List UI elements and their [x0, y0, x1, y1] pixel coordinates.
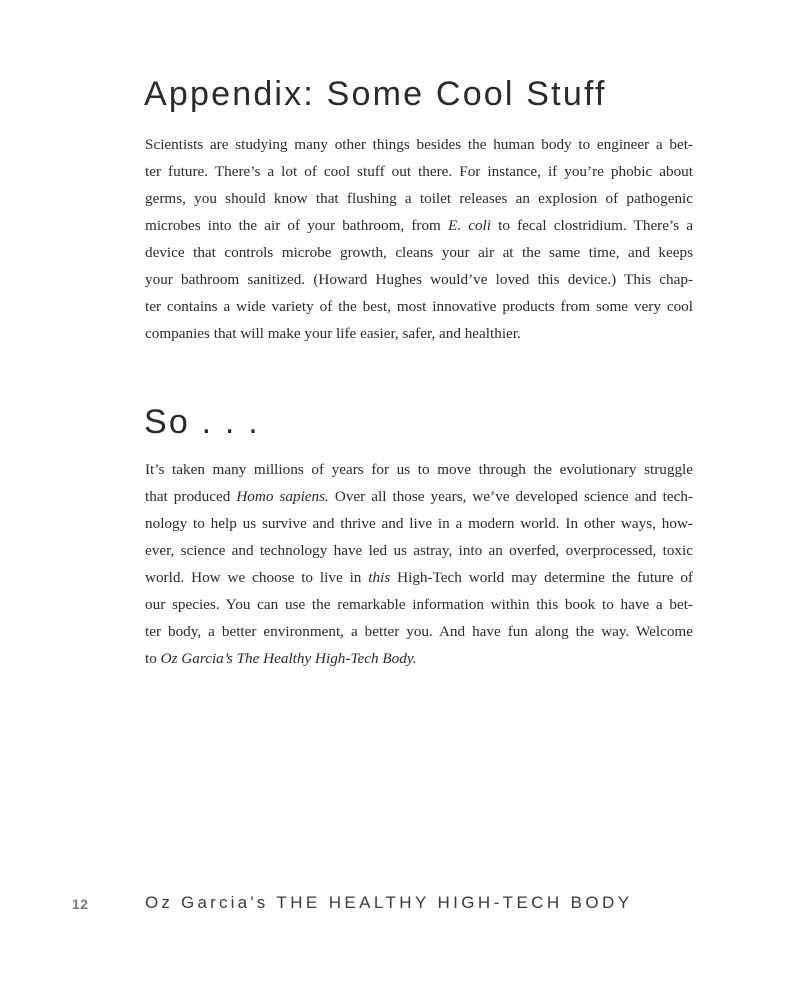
text-run: to fecal clostridium. There’s a	[491, 217, 693, 234]
running-footer	[145, 893, 632, 913]
text-run: ter future. There’s a lot of cool stuff out there. For instance, if you’re phobic about	[145, 163, 693, 180]
text-run: Over all those years, we’ve developed science and tech-	[328, 488, 694, 505]
footer-author: Oz Garcia's	[145, 893, 269, 912]
so-heading: So . . .	[144, 403, 260, 441]
text-run: It’s taken many millions of years for us to move through the evolutionary struggle	[145, 461, 693, 478]
text-run: our species. You can use the remarkable information within this book to have a bet-	[145, 596, 693, 613]
text-line	[145, 212, 693, 239]
text-line	[145, 591, 693, 618]
text-line	[145, 320, 693, 347]
text-line	[145, 239, 693, 266]
text-run: device that controls microbe growth, cleans your air at the same time, and keeps	[145, 244, 693, 261]
appendix-heading: Appendix: Some Cool Stuff	[144, 75, 607, 113]
italic-text: E. coli	[448, 217, 491, 234]
text-line	[145, 483, 693, 510]
text-run: microbes into the air of your bathroom, from	[145, 217, 448, 234]
text-run: ter contains a wide variety of the best, most innovative products from some very cool	[145, 298, 693, 315]
closing-paragraph	[145, 456, 693, 672]
text-run: Scientists are studying many other things besides the human body to engineer a bet-	[145, 136, 693, 153]
text-run: nology to help us survive and thrive and live in a modern world. In other ways, how-	[145, 515, 693, 532]
text-run: ter body, a better environment, a better you. And have fun along the way. Welcome	[145, 623, 693, 640]
footer-book-title: THE HEALTHY HIGH-TECH BODY	[276, 893, 633, 912]
text-line	[145, 510, 693, 537]
text-line	[145, 185, 693, 212]
text-line	[145, 618, 693, 645]
italic-text: this	[368, 569, 391, 586]
text-line	[145, 564, 693, 591]
italic-text: Oz Garcia’s The Healthy High-Tech Body.	[160, 650, 417, 667]
text-run: to	[145, 650, 161, 667]
text-run: companies that will make your life easier, safer, and healthier.	[145, 325, 521, 342]
appendix-paragraph	[145, 131, 693, 347]
text-line	[145, 293, 693, 320]
text-line	[145, 266, 693, 293]
text-run: High-Tech world may determine the future of	[390, 569, 693, 586]
text-line	[145, 131, 693, 158]
page-number: 12	[72, 896, 89, 912]
text-run: world. How we choose to live in	[145, 569, 369, 586]
text-run: your bathroom sanitized. (Howard Hughes would’ve loved this device.) This chap-	[145, 271, 693, 288]
italic-text: Homo sapiens.	[236, 488, 329, 505]
text-line	[145, 537, 693, 564]
text-line	[145, 158, 693, 185]
text-run: germs, you should know that flushing a toilet releases an explosion of pathogenic	[145, 190, 693, 207]
text-run: that produced	[145, 488, 237, 505]
text-line	[145, 456, 693, 483]
text-line	[145, 645, 693, 672]
text-run: ever, science and technology have led us astray, into an overfed, overprocessed, toxic	[145, 542, 693, 559]
